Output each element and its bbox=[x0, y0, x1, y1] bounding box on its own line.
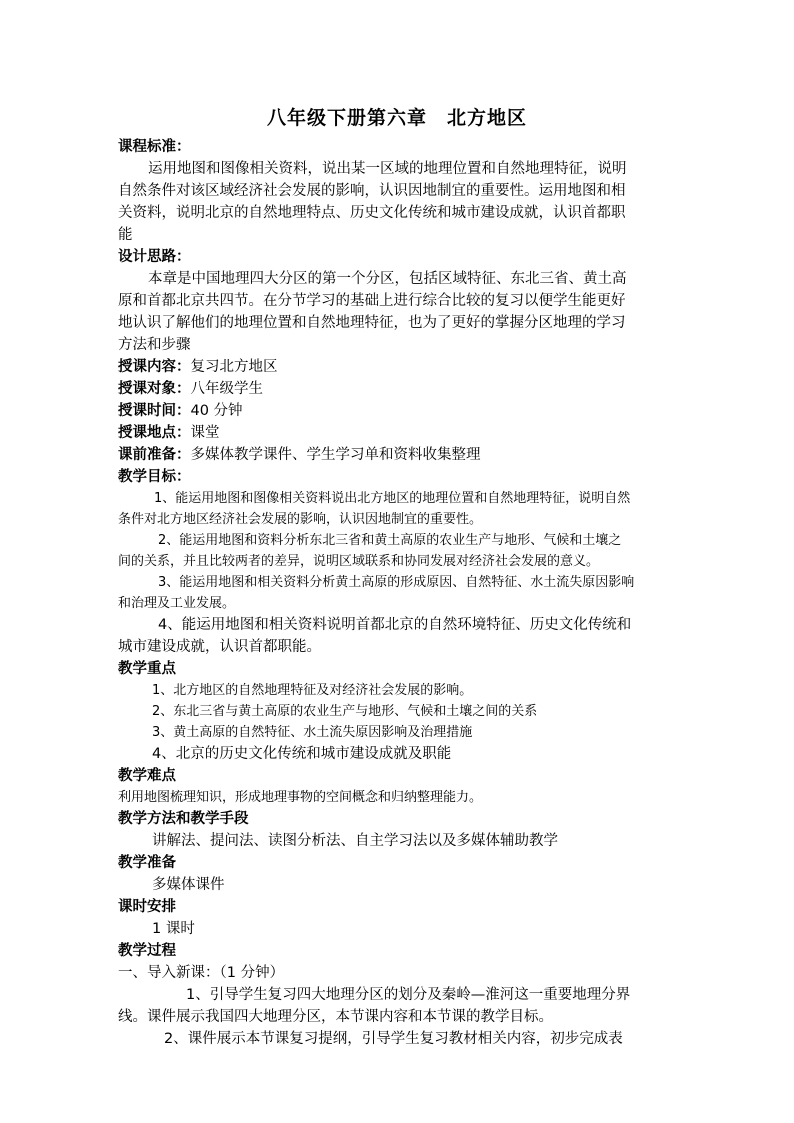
process-line: 线。课件展示我国四大地理分区，本节课内容和本节课的教学目标。 bbox=[118, 1009, 553, 1025]
document-body bbox=[118, 136, 678, 1050]
key-point-item: 2、东北三省与黄土高原的农业生产与地形、气候和土壤之间的关系 bbox=[152, 704, 538, 719]
info-label: 授课时间： bbox=[118, 403, 191, 419]
paragraph-line: 自然条件对该区域经济社会发展的影响，认识因地制宜的重要性。运用地图和相 bbox=[118, 183, 626, 199]
goal-line: 2、能运用地图和资料分析东北三省和黄土高原的农业生产与地形、气候和土壤之 bbox=[158, 533, 622, 548]
key-point-item: 1、北方地区的自然地理特征及对经济社会发展的影响。 bbox=[152, 683, 473, 698]
info-label: 授课对象： bbox=[118, 381, 191, 397]
section-heading-key-points: 教学重点 bbox=[118, 661, 176, 677]
paragraph-line: 能 bbox=[118, 227, 133, 243]
preparation-text: 多媒体课件 bbox=[152, 877, 225, 893]
paragraph-line: 关资料，说明北京的自然地理特点、历史文化传统和城市建设成就，认识首都职 bbox=[118, 205, 626, 221]
info-value: 八年级学生 bbox=[190, 381, 263, 397]
info-label: 授课内容： bbox=[118, 359, 191, 375]
section-heading-teaching-goals: 教学目标： bbox=[118, 469, 191, 485]
methods-text: 讲解法、提问法、读图分析法、自主学习法以及多媒体辅助教学 bbox=[152, 833, 558, 849]
goal-line: 和治理及工业发展。 bbox=[118, 596, 236, 611]
info-value: 40 分钟 bbox=[190, 403, 243, 419]
process-line: 一、导入新课：（1 分钟） bbox=[118, 965, 285, 981]
info-value: 复习北方地区 bbox=[190, 359, 278, 375]
key-point-item: 3、黄土高原的自然特征、水土流失原因影响及治理措施 bbox=[152, 725, 473, 740]
process-line: 1、引导学生复习四大地理分区的划分及秦岭—淮河这一重要地理分界 bbox=[186, 987, 631, 1003]
key-point-item: 4、北京的历史文化传统和城市建设成就及职能 bbox=[152, 746, 452, 762]
info-row-preparation bbox=[118, 444, 678, 466]
info-row-location bbox=[118, 422, 678, 444]
goal-line: 4、能运用地图和相关资料说明首都北京的自然环境特征、历史文化传统和 bbox=[158, 617, 632, 633]
info-row-duration bbox=[118, 400, 678, 422]
info-label: 课前准备： bbox=[118, 447, 191, 463]
process-line: 2、课件展示本节课复习提纲，引导学生复习教材相关内容，初步完成表 bbox=[164, 1031, 623, 1047]
paragraph-line: 本章是中国地理四大分区的第一个分区，包括区域特征、东北三省、黄土高 bbox=[148, 271, 627, 287]
paragraph-line: 运用地图和图像相关资料，说出某一区域的地理位置和自然地理特征，说明 bbox=[148, 161, 627, 177]
section-heading-process: 教学过程 bbox=[118, 943, 176, 959]
goal-line: 城市建设成就，认识首都职能。 bbox=[118, 639, 321, 655]
schedule-text: 1 课时 bbox=[152, 921, 195, 937]
paragraph-line: 地认识了解他们的地理位置和自然地理特征，也为了更好的掌握分区地理的学习 bbox=[118, 315, 626, 331]
section-heading-methods: 教学方法和教学手段 bbox=[118, 811, 249, 827]
info-row-content bbox=[118, 356, 678, 378]
paragraph-line: 原和首都北京共四节。在分节学习的基础上进行综合比较的复习以便学生能更好 bbox=[118, 293, 626, 309]
goal-line: 间的关系，并且比较两者的差异，说明区域联系和协同发展对经济社会发展的意义。 bbox=[118, 554, 600, 569]
section-heading-difficulties: 教学难点 bbox=[118, 768, 176, 784]
info-row-audience bbox=[118, 378, 678, 400]
section-heading-preparation: 教学准备 bbox=[118, 855, 176, 871]
paragraph-line: 方法和步骤 bbox=[118, 337, 191, 353]
goal-line: 条件对北方地区经济社会发展的影响，认识因地制宜的重要性。 bbox=[118, 512, 483, 527]
document-title: 八年级下册第六章 北方地区 bbox=[266, 107, 527, 129]
info-value: 多媒体教学课件、学生学习单和资料收集整理 bbox=[190, 447, 481, 463]
goal-line: 3、能运用地图和相关资料分析黄土高原的形成原因、自然特征、水土流失原因影响 bbox=[158, 575, 635, 590]
goal-line: 1、能运用地图和图像相关资料说出北方地区的地理位置和自然地理特征，说明自然 bbox=[154, 491, 631, 506]
section-heading-design-idea: 设计思路： bbox=[118, 249, 191, 265]
info-value: 课堂 bbox=[190, 425, 220, 441]
section-heading-schedule: 课时安排 bbox=[118, 899, 176, 915]
info-label: 授课地点： bbox=[118, 425, 191, 441]
difficulty-text: 利用地图梳理知识，形成地理事物的空间概念和归纳整理能力。 bbox=[118, 790, 483, 805]
section-heading-curriculum-standard: 课程标准： bbox=[118, 139, 191, 155]
